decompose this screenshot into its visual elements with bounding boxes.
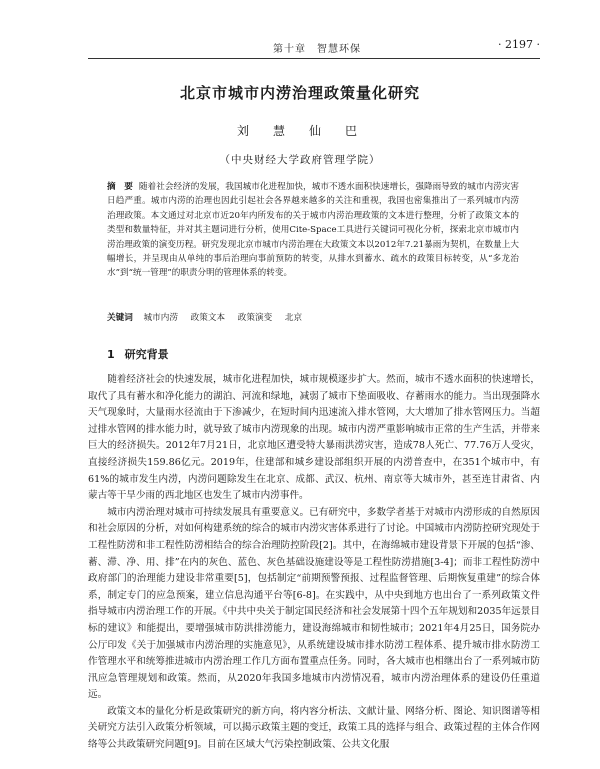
section-heading	[107, 346, 169, 362]
section-body	[88, 372, 540, 754]
body-paragraph: 随着经济社会的快速发展，城市化进程加快，城市规模逐步扩大。然而，城市不透水面积的快速增长，取代了具有蓄水和净化能力的湖泊、河流和绿地，减弱了城市下垫面吸收、存蓄雨水的能力。当出现强降水天气现象时，大量雨水径流由于下渗减少，在短时间内迅速流入排水管网，大大增加了排水管网压力。当超过排水管网的排水能力时，就导致了城市内涝现象的出现。城市内涝严重影响城市正常的生产生活，并带来巨大的经济损失。2012年7月21日，北京地区遭受特大暴雨洪涝灾害，造成78人死亡、77.76万人受灾，直接经济损失159.86亿元。2019年，住建部和城乡建设部组织开展的内涝普查中，在351个城市中，有61%的城市发生内涝，内涝问题除发生在北京、成都、武汉、杭州、南京等大城市外，甚至连甘肃省、内蒙古等干旱少雨的西北地区也发生了城市内涝事件。	[88, 374, 540, 502]
running-header-section: 第十章 智慧环保	[273, 44, 361, 55]
keyword: 政策文本	[190, 313, 226, 323]
abstract	[107, 180, 519, 281]
running-header	[88, 38, 540, 58]
keyword: 城市内涝	[143, 313, 178, 323]
body-paragraph: 城市内涝治理对城市可持续发展具有重要意义。已有研究中，多数学者基于对城市内涝形成的自然原因和社会原因的分析，对如何构建系统的综合的城市内涝灾害体系进行了讨论。中国城市内涝防控研究现处于工程性防涝和非工程性防涝相结合的综合治理防控阶段[2]。其中，在海绵城市建设背景下开展的包括“渗、蓄、滞、净、用、排”在内的灰色、蓝色、灰色基础设施建设等是工程性防涝措施[3-4]；而非工程性防涝中政府部门的治理能力建设非常重要[5]，包括制定“前期预警预报、过程监督管理、后期恢复重建”的综合体系，制定专门的应急预案，建立信息沟通平台等[6-8]。在实践中，从中央到地方也出台了一系列政策文件指导城市内涝治理工作的开展。《中共中央关于制定国民经济和社会发展第十四个五年规划和2035年远景目标的建议》和能提出，要增强城市防洪排涝能力，建设海绵城市和韧性城市；2021年4月25日，国务院办公厅印发《关于加强城市内涝治理的实施意见》，从系统建设城市排水防涝工程体系、提升城市排水防涝工作管理水平和统筹推进城市内涝治理工作几方面布置重点任务。同时，各大城市也相继出台了一系列城市防汛应急管理规划和政策。然而，从2020年我国多地城市内涝情况看，城市内涝治理体系的建设仍任重道远。	[88, 506, 540, 701]
keywords	[107, 311, 519, 325]
keywords-label: 关键词	[107, 313, 133, 323]
paper-authors: 刘 慧 仙 巴	[236, 124, 363, 138]
abstract-label: 摘 要	[107, 182, 133, 192]
paper-title: 北京市城市内涝治理政策量化研究	[179, 84, 420, 102]
body-paragraph: 政策文本的量化分析是政策研究的新方向，将内容分析法、文献计量、网络分析、图论、知识图谱等相关研究方法引入政策分析领域，可以揭示政策主题的变迁，政策工具的选择与组合、政策过程的主体合作网络等公共政策研究问题[9]。目前在区域大气污染控制政策、公共文化服	[88, 705, 540, 751]
header-rule	[88, 58, 540, 59]
keyword: 北京	[284, 313, 303, 323]
abstract-text: 随着社会经济的发展，我国城市化进程加快，城市不透水面积快速增长，强降雨导致的城市内涝灾害日趋严重。城市内涝的治理也因此引起社会各界越来越多的关注和重视，我国也密集推出了一系列城市内涝治理政策。本文通过对北京市近20年内所发布的关于城市内涝治理政策的文本进行整理，分析了政策文本的类型和数量特征，并对其主题词进行分析，使用Cite-Space工具进行关键词可视化分析，探索北京市城市内涝治理政策的演变历程。研究发现北京市城市内涝治理在大政策文本以2012年7.21暴雨为契机，在数量上大幅增长，并呈现由从单纯的事后治理向事前预防的转变，从排水到蓄水、疏水的政策目标转变，从“多龙治水”到“统一管理”的职责分明的管理体系的转变。	[107, 182, 519, 279]
page-number: · 2197 ·	[498, 38, 540, 51]
section-title: 研究背景	[124, 348, 169, 361]
keyword: 政策演变	[237, 313, 273, 323]
section-number: 1	[107, 348, 115, 361]
paper-affiliation: （中央财经大学政府管理学院）	[219, 154, 381, 166]
